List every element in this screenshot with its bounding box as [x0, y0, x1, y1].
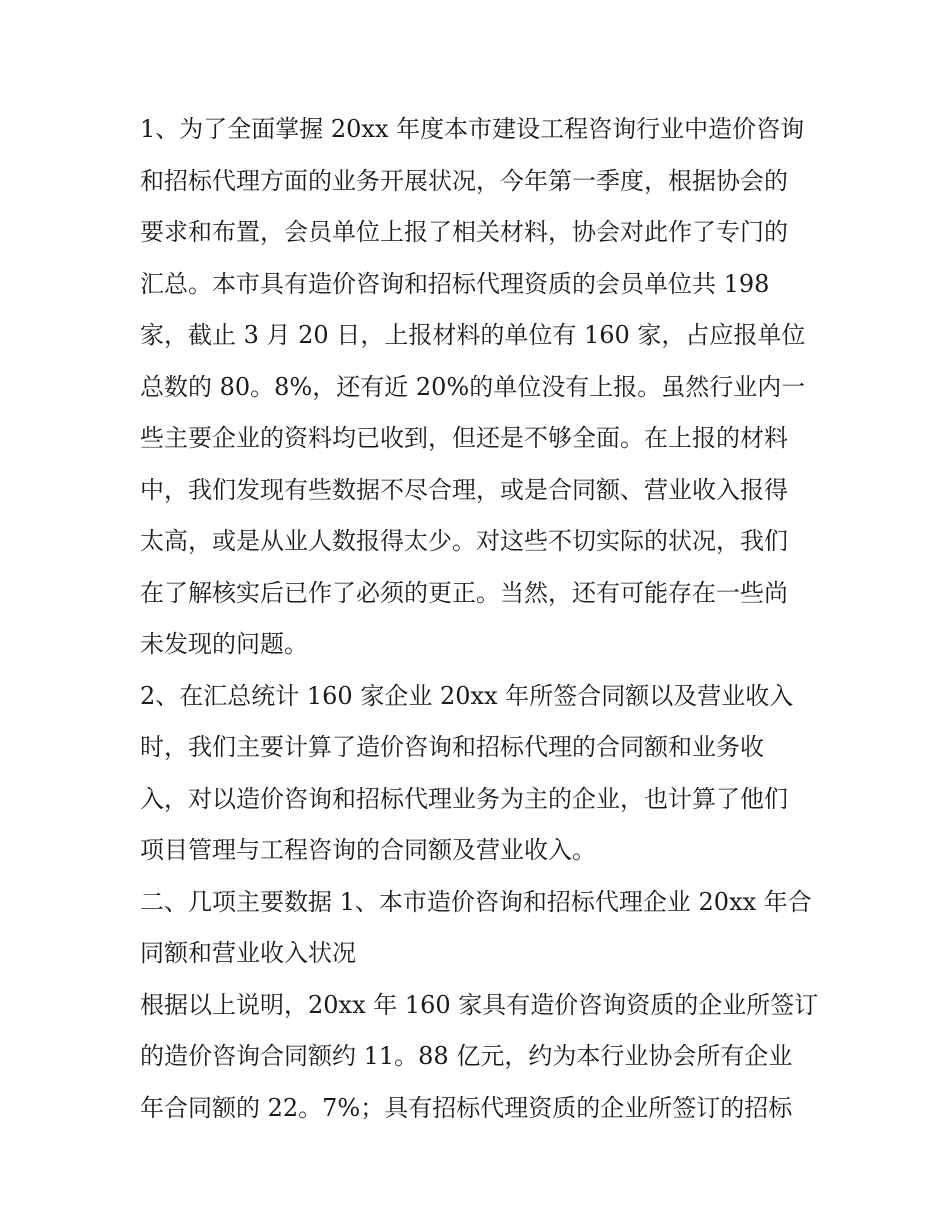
text-line: 的造价咨询合同额约 11。88 亿元，约为本行业协会所有企业	[140, 1042, 793, 1070]
text-line: 家，截止 3 月 20 日，上报材料的单位有 160 家，占应报单位	[140, 321, 806, 349]
text-line: 在了解核实后已作了必须的更正。当然，还有可能存在一些尚	[140, 578, 788, 607]
text-line: 入，对以造价咨询和招标代理业务为主的企业，也计算了他们	[140, 784, 788, 813]
body-text	[140, 104, 820, 1134]
text-line: 太高，或是从业人数报得太少。对这些不切实际的状况，我们	[140, 527, 788, 555]
text-line: 总数的 80。8%，还有近 20%的单位没有上报。虽然行业内一	[140, 372, 806, 401]
text-line: 中，我们发现有些数据不尽合理，或是合同额、营业收入报得	[140, 475, 788, 504]
text-line: 年合同额的 22。7%；具有招标代理资质的企业所签订的招标	[140, 1093, 793, 1122]
text-line: 时，我们主要计算了造价咨询和招标代理的合同额和业务收	[140, 733, 764, 761]
text-line: 汇总。本市具有造价咨询和招标代理资质的会员单位共 198	[140, 269, 770, 298]
text-line: 项目管理与工程咨询的合同额及营业收入。	[140, 836, 596, 864]
text-line: 同额和营业收入状况	[140, 939, 356, 967]
text-line: 要求和布置，会员单位上报了相关材料，协会对此作了专门的	[140, 218, 788, 246]
text-line: 根据以上说明，20xx 年 160 家具有造价咨询资质的企业所签订	[140, 990, 819, 1019]
text-line: 2、在汇总统计 160 家企业 20xx 年所签合同额以及营业收入	[140, 681, 794, 710]
text-line: 1、为了全面掌握 20xx 年度本市建设工程咨询行业中造价咨询	[140, 115, 805, 143]
text-line: 二、几项主要数据 1、本市造价咨询和招标代理企业 20xx 年合	[140, 887, 812, 916]
text-line: 些主要企业的资料均已收到，但还是不够全面。在上报的材料	[140, 424, 788, 452]
text-line: 和招标代理方面的业务开展状况，今年第一季度，根据协会的	[140, 166, 788, 195]
text-line: 未发现的问题。	[140, 630, 308, 658]
